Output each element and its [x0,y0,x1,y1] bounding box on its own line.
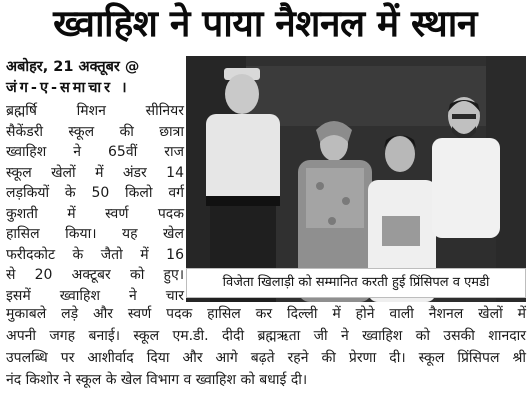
photo-caption: विजेता खिलाड़ी को सम्मानित करती हुई प्रिंसिपल व एमडी [186,268,526,298]
headline: ख्वाहिश ने पाया नैशनल में स्थान [53,2,477,45]
dateline [6,57,186,99]
article-column-text [6,101,184,306]
article-body-text [6,303,526,391]
article-line: लड़कियों के 50 किलो वर्ग [6,185,184,201]
article-line: इसमें ख्वाहिश ने चार [6,287,184,304]
article-line: नंद किशोर ने स्कूल के खेल विभाग व ख्वाहिश को बधाई दी। [6,372,308,388]
photo-illustration [186,56,526,302]
news-photo [186,56,526,302]
dateline-place-date: अबोहर, 21 अक्तूबर @ [6,59,140,75]
dateline-byline: जंग-ए-समाचार । [6,80,130,96]
article-line: से 20 अक्टूबर को हुए। [6,267,184,283]
article-line: स्कूल खेलों में अंडर 14 [6,164,184,181]
article-line: मुकाबले लड़े और स्वर्ण पदक हासिल कर दिल्ली में होने वाली नैशनल खेलों में [6,306,526,322]
article-line: ब्रह्मर्षि मिशन सीनियर [6,103,184,119]
article-line: कुशती में स्वर्ण पदक [6,205,184,222]
article-line: ख्वाहिश ने 65वीं राज [6,144,184,160]
article-line: फरीदकोट के जैतो में 16 [6,246,184,263]
article-line: सैकेंडरी स्कूल की छात्रा [6,123,184,140]
article-line: उपलब्धि पर आशीर्वाद दिया और आगे बढ़ते रहने की प्रेरणा दी। स्कूल प्रिंसिपल श्री [6,350,526,366]
article-line: अपनी जगह बनाई। स्कूल एम.डी. दीदी ब्रह्मऋता जी ने ख्वाहिश को उसकी शानदार [6,328,526,344]
article-line: हासिल किया। यह खेल [6,226,184,242]
